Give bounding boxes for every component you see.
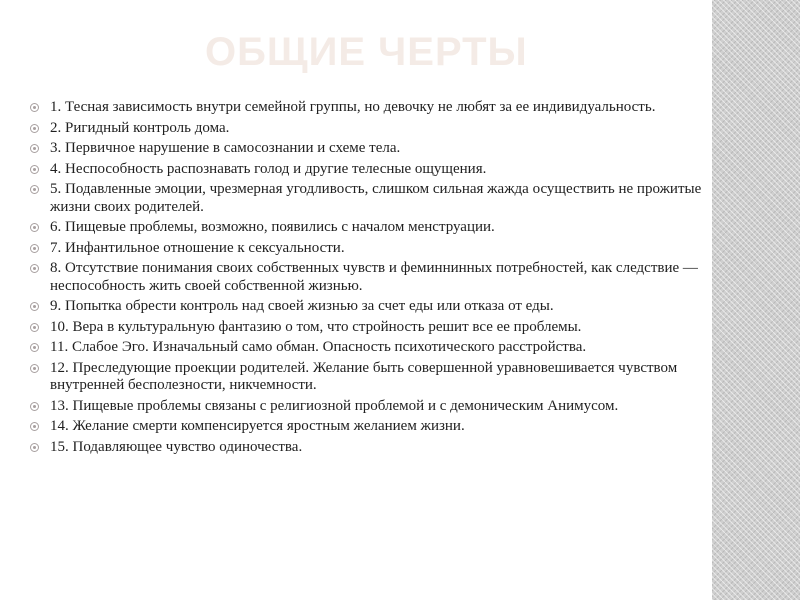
- list-item: [30, 99, 706, 117]
- list-item: [30, 219, 706, 237]
- list-item-text: 5. Подавленные эмоции, чрезмерная угодливость, слишком сильная жажда осуществить не прожитые жизни своих родителей.: [50, 181, 702, 215]
- slide-title: ОБЩИЕ ЧЕРТЫ: [205, 30, 528, 74]
- list-item: [30, 161, 706, 179]
- list-item: [30, 319, 706, 337]
- list-item: [30, 298, 706, 316]
- list-item-text: 7. Инфантильное отношение к сексуальности.: [50, 239, 345, 256]
- list-item: [30, 140, 706, 158]
- circle-bullet-icon: [30, 343, 39, 352]
- circle-bullet-icon: [30, 364, 39, 373]
- list-item-text: 12. Преследующие проекции родителей. Желание быть совершенной уравновешивается чувством внутренней бесполезности, никчемности.: [50, 359, 678, 393]
- list-item: [30, 260, 706, 295]
- circle-bullet-icon: [30, 323, 39, 332]
- list-item: [30, 360, 706, 395]
- circle-bullet-icon: [30, 103, 39, 112]
- circle-bullet-icon: [30, 422, 39, 431]
- list-item-text: 2. Ригидный контроль дома.: [50, 119, 230, 136]
- list-item-text: 14. Желание смерти компенсируется яростным желанием жизни.: [50, 418, 465, 434]
- list-item-text: 15. Подавляющее чувство одиночества.: [50, 438, 303, 455]
- circle-bullet-icon: [30, 223, 39, 232]
- circle-bullet-icon: [30, 402, 39, 411]
- list-item: [30, 181, 706, 216]
- list-item-text: 10. Вера в культуральную фантазию о том, что стройность решит все ее проблемы.: [50, 318, 582, 335]
- circle-bullet-icon: [30, 124, 39, 133]
- list-item-text: 13. Пищевые проблемы связаны с религиозной проблемой и с демоническим Анимусом.: [50, 397, 619, 414]
- circle-bullet-icon: [30, 264, 39, 273]
- list-item-text: 9. Попытка обрести контроль над своей жизнью за счет еды или отказа от еды.: [50, 298, 554, 314]
- circle-bullet-icon: [30, 165, 39, 174]
- list-item-text: 4. Неспособность распознавать голод и другие телесные ощущения.: [50, 160, 487, 177]
- list-item: [30, 240, 706, 258]
- list-item-text: 1. Тесная зависимость внутри семейной группы, но девочку не любят за ее индивидуальность.: [50, 99, 656, 115]
- circle-bullet-icon: [30, 144, 39, 153]
- circle-bullet-icon: [30, 244, 39, 253]
- list-item-text: 6. Пищевые проблемы, возможно, появились с началом менструации.: [50, 219, 495, 235]
- circle-bullet-icon: [30, 443, 39, 452]
- circle-bullet-icon: [30, 302, 39, 311]
- list-item-text: 8. Отсутствие понимания своих собственных чувств и феминнинных потребностей, как следствие — неспособность жить своей собственной жизнью.: [50, 260, 698, 294]
- list-item-text: 11. Слабое Эго. Изначальный само обман. Опасность психотического расстройства.: [50, 339, 587, 355]
- list-item: [30, 439, 706, 457]
- bullet-list: [30, 99, 706, 459]
- list-item: [30, 398, 706, 416]
- circle-bullet-icon: [30, 185, 39, 194]
- list-item: [30, 120, 706, 138]
- list-item: [30, 418, 706, 436]
- list-item-text: 3. Первичное нарушение в самосознании и схеме тела.: [50, 140, 401, 156]
- list-item: [30, 339, 706, 357]
- decorative-side-band: [712, 0, 800, 600]
